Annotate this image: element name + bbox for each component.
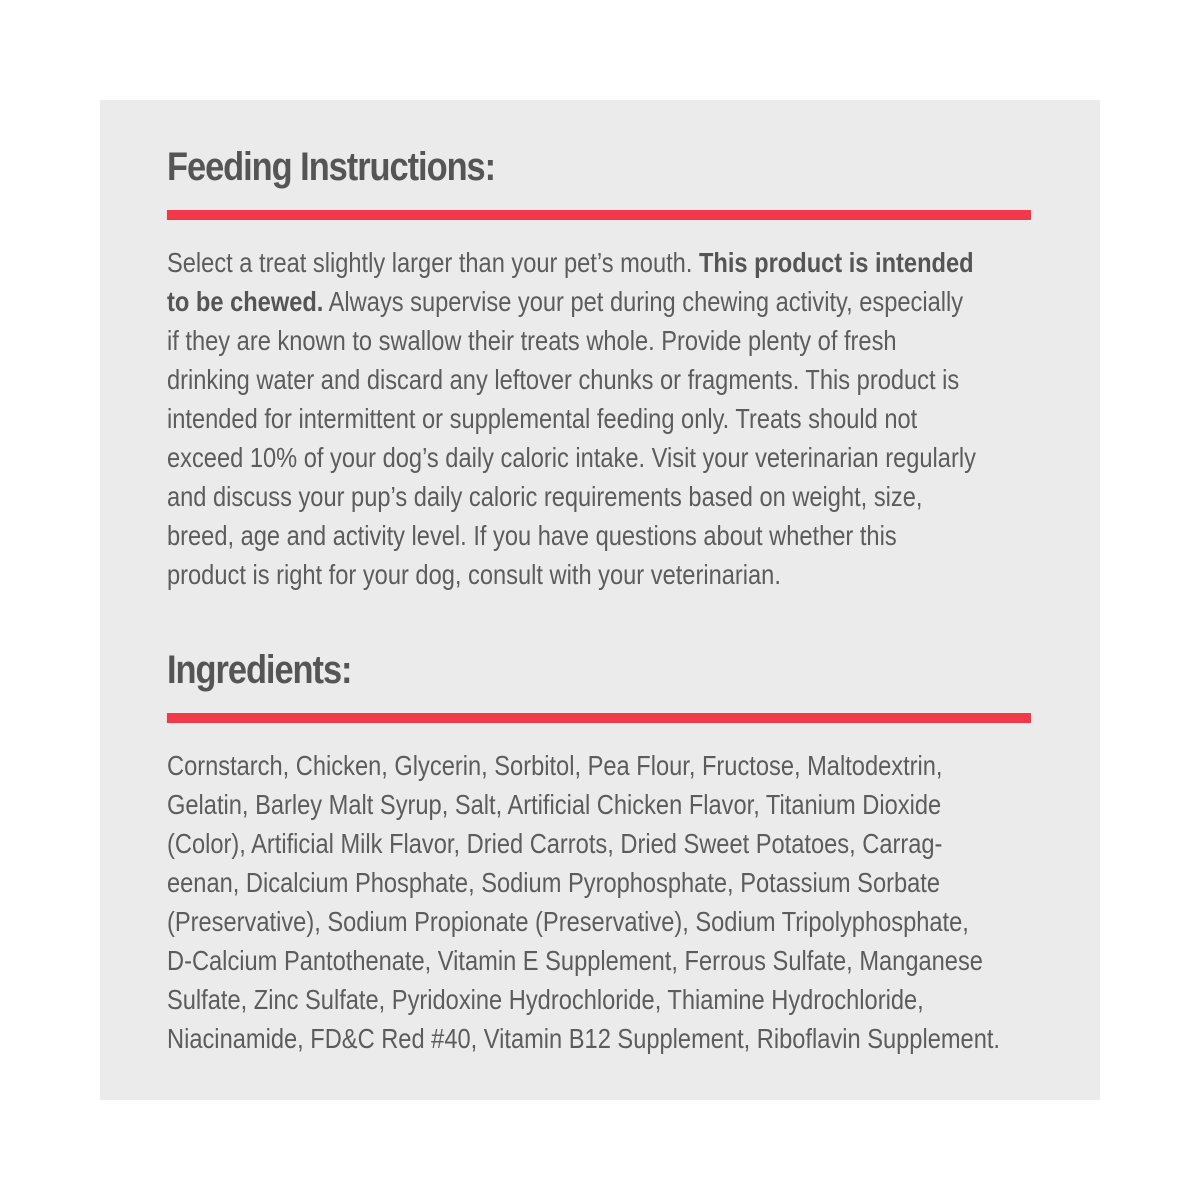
ingredients-line: eenan, Dicalcium Phosphate, Sodium Pyrophosphate, Potassium Sorbate [167,867,941,898]
ingredients-heading: Ingredients: [167,648,352,692]
ingredients-divider-rule [167,713,1031,723]
feeding-line: drinking water and discard any leftover chunks or fragments. This product is [167,364,960,395]
feeding-instructions-heading: Feeding Instructions: [167,145,496,189]
feeding-line: Select a treat slightly larger than your pet’s mouth. This product is intended [167,247,974,278]
ingredients-line: Cornstarch, Chicken, Glycerin, Sorbitol, Pea Flour, Fructose, Maltodextrin, [167,750,943,781]
chew-warning-emphasis: to be chewed. [167,286,324,317]
ingredients-line: Sulfate, Zinc Sulfate, Pyridoxine Hydrochloride, Thiamine Hydrochloride, [167,984,924,1015]
info-panel [100,100,1100,1100]
feeding-line: exceed 10% of your dog’s daily caloric intake. Visit your veterinarian regularly [167,442,976,473]
ingredients-line: D-Calcium Pantothenate, Vitamin E Supplement, Ferrous Sulfate, Manganese [167,945,983,976]
ingredients-line: Gelatin, Barley Malt Syrup, Salt, Artificial Chicken Flavor, Titanium Dioxide [167,789,942,820]
ingredients-line: Niacinamide, FD&C Red #40, Vitamin B12 Supplement, Riboflavin Supplement. [167,1023,1001,1054]
feeding-instructions-text [167,243,1036,594]
feeding-line: to be chewed. Always supervise your pet during chewing activity, especially [167,286,964,317]
chew-warning-emphasis: This product is intended [698,247,974,278]
feeding-line: intended for intermittent or supplemental feeding only. Treats should not [167,403,918,434]
ingredients-line: (Color), Artificial Milk Flavor, Dried Carrots, Dried Sweet Potatoes, Carrag- [167,828,943,859]
feeding-line: breed, age and activity level. If you have questions about whether this [167,520,897,551]
feeding-line: if they are known to swallow their treats whole. Provide plenty of fresh [167,325,897,356]
feeding-line: and discuss your pup’s daily caloric requirements based on weight, size, [167,481,923,512]
ingredients-line: (Preservative), Sodium Propionate (Preservative), Sodium Tripolyphosphate, [167,906,969,937]
ingredients-list-text [167,746,1036,1058]
feeding-line: product is right for your dog, consult with your veterinarian. [167,559,781,590]
feeding-divider-rule [167,210,1031,220]
